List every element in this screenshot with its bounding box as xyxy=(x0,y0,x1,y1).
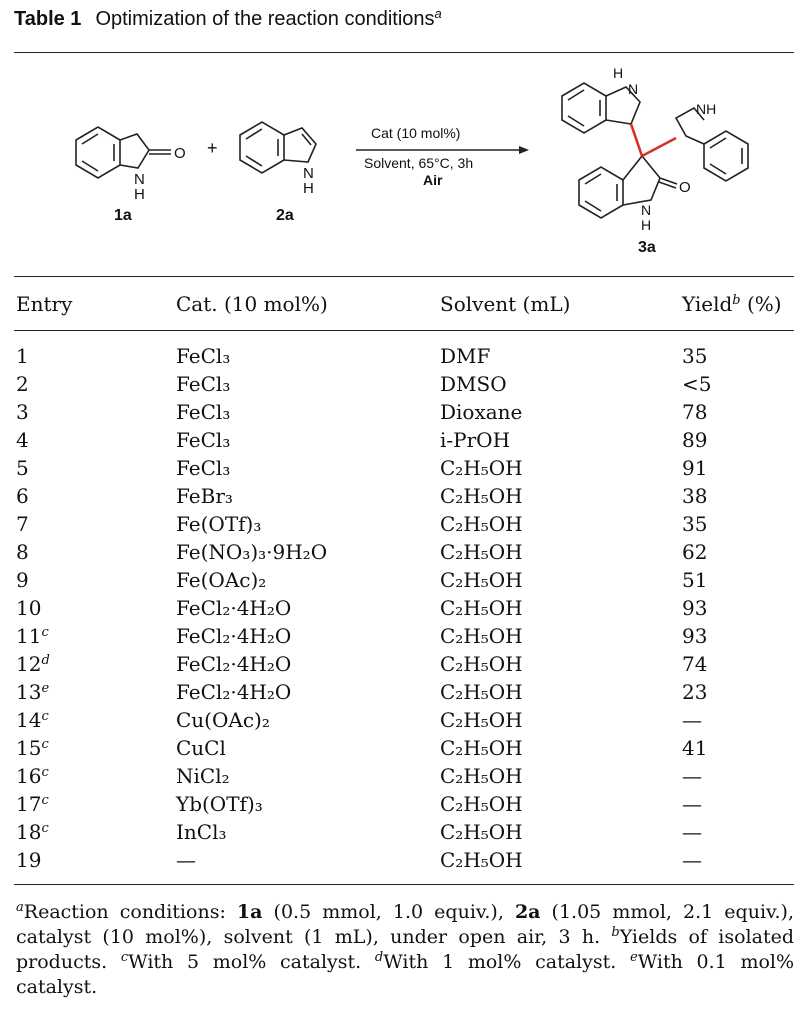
entry-cell: 14$^c$ xyxy=(16,708,49,732)
new-bonds-red xyxy=(631,124,676,156)
footnote-b-text: Yields of isolated products. xyxy=(16,926,794,973)
yield-cell: 35 xyxy=(682,512,708,536)
entry-cell: 18$^c$ xyxy=(16,820,49,844)
footnote-d-text: With 1 mol% catalyst. xyxy=(383,951,617,973)
catalyst-cell: FeCl₂·4H₂O xyxy=(176,680,292,704)
solvent-cell: C₂H₅OH xyxy=(440,512,523,536)
catalyst-cell: Yb(OTf)₃ xyxy=(176,792,263,816)
header-yield-unit: (%) xyxy=(746,292,782,316)
table-row xyxy=(0,792,805,820)
entry-cell: 1 xyxy=(16,344,29,368)
footnote-c-text: With 5 mol% catalyst. xyxy=(128,951,362,973)
reaction-arrowhead xyxy=(519,146,529,154)
solvent-cell: C₂H₅OH xyxy=(440,652,523,676)
yield-cell: 23 xyxy=(682,680,708,704)
footnote-a-text-3: (1.05 mmol, 2.1 equiv.), catalyst (10 mol%), solvent (1 mL), under open air, 3 h. xyxy=(16,901,794,948)
yield-cell: 93 xyxy=(682,624,708,648)
solvent-cell: DMSO xyxy=(440,372,507,396)
entry-footnote-mark: d xyxy=(41,653,50,668)
yield-cell: 89 xyxy=(682,428,708,452)
solvent-cell: C₂H₅OH xyxy=(440,848,523,872)
yield-cell: — xyxy=(682,848,702,872)
reaction-scheme xyxy=(14,60,794,272)
footnote-b-mark: b xyxy=(611,925,620,940)
table-row xyxy=(0,372,805,400)
solvent-cell: C₂H₅OH xyxy=(440,736,523,760)
oxindole-structure xyxy=(76,127,171,178)
entry-cell: 7 xyxy=(16,512,29,536)
table-row xyxy=(0,820,805,848)
entry-cell: 5 xyxy=(16,456,29,480)
table-row xyxy=(0,848,805,876)
yield-cell: 35 xyxy=(682,344,708,368)
arrow-conditions-text: Solvent, 65°C, 3h xyxy=(364,155,474,171)
header-entry: Entry xyxy=(16,292,73,316)
yield-cell: 93 xyxy=(682,596,708,620)
entry-cell: 15$^c$ xyxy=(16,736,49,760)
header-yield-note: b xyxy=(732,293,741,308)
table-row xyxy=(0,484,805,512)
catalyst-cell: FeCl₃ xyxy=(176,344,231,368)
solvent-cell: C₂H₅OH xyxy=(440,568,523,592)
table-row xyxy=(0,540,805,568)
catalyst-cell: Fe(NO₃)₃·9H₂O xyxy=(176,540,328,564)
oxindole-H: H xyxy=(134,186,145,203)
product-3a-label: 3a xyxy=(638,239,656,256)
yield-cell: — xyxy=(682,792,702,816)
table-row xyxy=(0,456,805,484)
plus-sign: + xyxy=(207,138,218,158)
table-row xyxy=(0,624,805,652)
footnote-e-mark: e xyxy=(630,950,638,965)
yield-cell: 41 xyxy=(682,736,708,760)
footnote-e-text: With 0.1 mol% catalyst. xyxy=(16,951,795,998)
table-row xyxy=(0,652,805,680)
yield-cell: 91 xyxy=(682,456,708,480)
yield-cell: 78 xyxy=(682,400,708,424)
entry-footnote-mark: c xyxy=(41,709,49,724)
footnotes xyxy=(16,900,794,1000)
footnote-a-text-2: (0.5 mmol, 1.0 equiv.), xyxy=(262,901,515,923)
entry-footnote-mark: c xyxy=(41,625,49,640)
entry-cell: 8 xyxy=(16,540,29,564)
table-row xyxy=(0,596,805,624)
header-rule xyxy=(14,330,794,331)
catalyst-cell: FeCl₃ xyxy=(176,372,231,396)
entry-footnote-mark: c xyxy=(41,793,49,808)
table-row xyxy=(0,428,805,456)
solvent-cell: C₂H₅OH xyxy=(440,596,523,620)
catalyst-cell: InCl₃ xyxy=(176,820,227,844)
entry-cell: 2 xyxy=(16,372,29,396)
entry-cell: 17$^c$ xyxy=(16,792,49,816)
yield-cell: 38 xyxy=(682,484,708,508)
entry-cell: 12$^d$ xyxy=(16,652,50,676)
catalyst-cell: FeCl₂·4H₂O xyxy=(176,652,292,676)
arrow-catalyst-text: Cat (10 mol%) xyxy=(371,125,461,141)
footnote-d-mark: d xyxy=(374,950,384,965)
yield-cell: 62 xyxy=(682,540,708,564)
solvent-cell: Dioxane xyxy=(440,400,523,424)
title-footnote-mark: a xyxy=(434,6,442,21)
solvent-cell: C₂H₅OH xyxy=(440,820,523,844)
solvent-cell: C₂H₅OH xyxy=(440,624,523,648)
table-caption xyxy=(14,8,442,31)
solvent-cell: C₂H₅OH xyxy=(440,792,523,816)
solvent-cell: DMF xyxy=(440,344,491,368)
entry-cell: 6 xyxy=(16,484,29,508)
catalyst-cell: FeCl₂·4H₂O xyxy=(176,624,292,648)
header-catalyst: Cat. (10 mol%) xyxy=(176,292,328,316)
solvent-cell: C₂H₅OH xyxy=(440,764,523,788)
entry-cell: 19 xyxy=(16,848,42,872)
table-row xyxy=(0,512,805,540)
yield-cell: — xyxy=(682,708,702,732)
yield-cell: <5 xyxy=(682,372,712,396)
header-yield-label: Yield xyxy=(682,292,733,316)
bottom-rule xyxy=(14,884,794,885)
indole-N: N xyxy=(303,165,314,182)
top-rule xyxy=(14,52,794,53)
table-row xyxy=(0,400,805,428)
reactant-1a-label: 1a xyxy=(114,207,132,224)
table-row xyxy=(0,680,805,708)
indole-H: H xyxy=(303,180,314,197)
product-NH: NH xyxy=(696,101,717,117)
oxindole-O: O xyxy=(174,145,186,162)
catalyst-cell: FeCl₂·4H₂O xyxy=(176,596,292,620)
entry-cell: 16$^c$ xyxy=(16,764,49,788)
entry-footnote-mark: c xyxy=(41,737,49,752)
catalyst-cell: Fe(OAc)₂ xyxy=(176,568,267,592)
catalyst-cell: CuCl xyxy=(176,736,226,760)
table-row xyxy=(0,764,805,792)
entry-cell: 13e xyxy=(16,680,50,704)
product-H-top: H xyxy=(613,65,624,81)
table-row xyxy=(0,344,805,372)
entry-footnote-mark: c xyxy=(41,765,49,780)
product-N-bottom: N xyxy=(641,202,652,218)
footnote-a-bold-1: 1a xyxy=(236,901,263,923)
catalyst-cell: FeCl₃ xyxy=(176,400,231,424)
yield-cell: 51 xyxy=(682,568,708,592)
entry-cell: 3 xyxy=(16,400,29,424)
product-H-bottom: H xyxy=(641,217,652,233)
solvent-cell: C₂H₅OH xyxy=(440,456,523,480)
yield-cell: — xyxy=(682,820,702,844)
arrow-air-text: Air xyxy=(423,172,443,188)
solvent-cell: C₂H₅OH xyxy=(440,484,523,508)
yield-cell: 74 xyxy=(682,652,708,676)
catalyst-cell: NiCl₂ xyxy=(176,764,230,788)
product-O: O xyxy=(679,179,691,196)
solvent-cell: i-PrOH xyxy=(440,428,511,452)
oxindole-N: N xyxy=(134,171,145,188)
entry-footnote-mark: e xyxy=(41,681,50,696)
entry-cell: 10 xyxy=(16,596,42,620)
solvent-cell: C₂H₅OH xyxy=(440,680,523,704)
table-row xyxy=(0,708,805,736)
table-row xyxy=(0,736,805,764)
footnote-a-bold-2: 2a xyxy=(514,901,541,923)
entry-footnote-mark: c xyxy=(41,821,49,836)
solvent-cell: C₂H₅OH xyxy=(440,708,523,732)
catalyst-cell: FeBr₃ xyxy=(176,484,233,508)
header-yield xyxy=(682,292,782,316)
catalyst-cell: — xyxy=(176,848,196,872)
entry-cell: 11$^c$ xyxy=(16,624,49,648)
catalyst-cell: Fe(OTf)₃ xyxy=(176,512,262,536)
scheme-rule xyxy=(14,276,794,277)
catalyst-cell: Cu(OAc)₂ xyxy=(176,708,270,732)
catalyst-cell: FeCl₃ xyxy=(176,456,231,480)
entry-cell: 4 xyxy=(16,428,29,452)
product-N-top: N xyxy=(628,81,639,97)
footnote-c-mark: c xyxy=(120,950,129,965)
yield-cell: — xyxy=(682,764,702,788)
solvent-cell: C₂H₅OH xyxy=(440,540,523,564)
catalyst-cell: FeCl₃ xyxy=(176,428,231,452)
footnote-a-mark: a xyxy=(16,900,24,915)
header-solvent: Solvent (mL) xyxy=(440,292,571,316)
entry-cell: 9 xyxy=(16,568,29,592)
table-label: Table 1 xyxy=(14,8,82,30)
reactant-2a-label: 2a xyxy=(276,207,294,224)
table-title: Optimization of the reaction conditions xyxy=(95,8,435,30)
footnote-a-text-1: Reaction conditions: xyxy=(23,901,237,923)
table-row xyxy=(0,568,805,596)
